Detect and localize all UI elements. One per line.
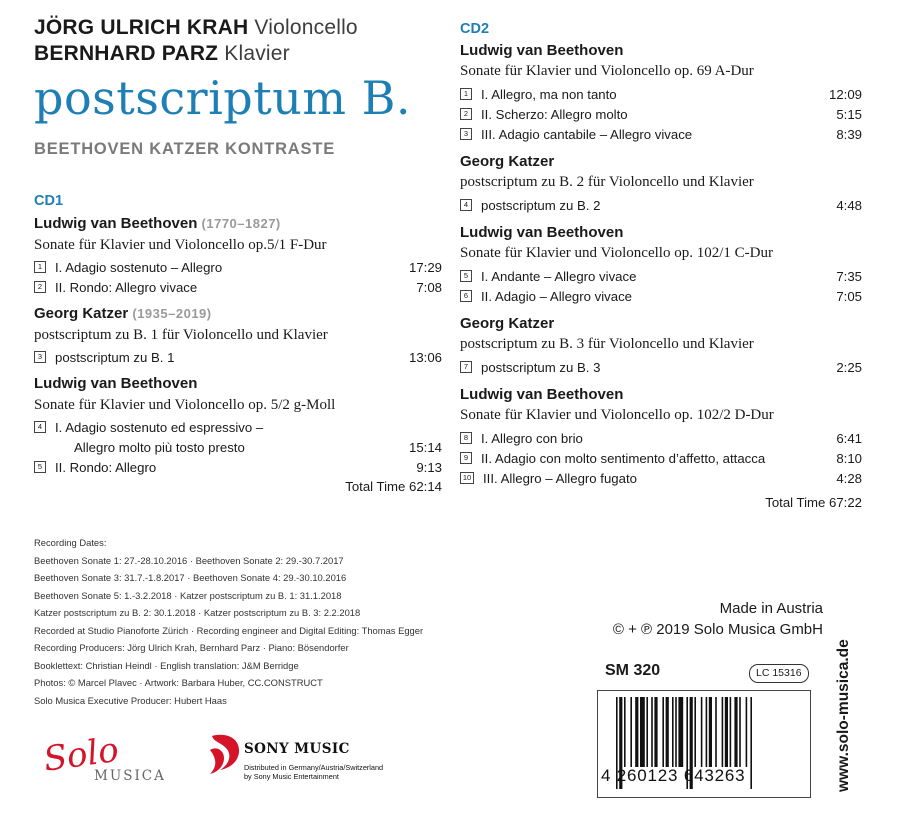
solo-musica-subtitle: MUSICA xyxy=(94,768,166,784)
track-row xyxy=(34,277,442,297)
album-title: postscriptum B. xyxy=(34,71,412,125)
barcode-bar xyxy=(630,697,632,767)
track-duration: 5:15 xyxy=(836,106,862,122)
sony-swirl-icon xyxy=(210,748,224,774)
barcode-bar xyxy=(678,697,683,767)
cd2-label: CD2 xyxy=(460,21,490,37)
barcode-bar xyxy=(635,697,638,767)
work-title: postscriptum zu B. 3 für Violoncello und Klavier xyxy=(460,336,754,352)
solo-script: Solo xyxy=(41,729,122,780)
work-title: Sonate für Klavier und Violoncello op. 5/2 g-Moll xyxy=(34,397,336,413)
track-title: postscriptum zu B. 3 xyxy=(481,359,601,375)
track-number: 3 xyxy=(460,128,472,140)
track-duration: 9:13 xyxy=(416,459,442,475)
track-row xyxy=(460,448,862,468)
track-row xyxy=(34,347,442,367)
track-title: II. Adagio – Allegro vivace xyxy=(481,288,633,304)
barcode-bar xyxy=(672,697,674,767)
composer-heading: Ludwig van Beethoven xyxy=(34,375,198,392)
barcode-bar xyxy=(662,697,664,767)
work-title: Sonate für Klavier und Violoncello op.5/1 F-Dur xyxy=(34,237,327,253)
track-number: 2 xyxy=(34,281,46,293)
work-title: Sonate für Klavier und Violoncello op. 102/2 D-Dur xyxy=(460,407,774,423)
track-duration: 17:29 xyxy=(408,259,442,275)
cd1-total-time: Total Time 62:14 xyxy=(345,479,442,494)
artist-2: BERNHARD PARZ Klavier xyxy=(34,42,290,65)
production-info xyxy=(613,598,823,640)
track-duration: 8:39 xyxy=(836,126,862,142)
sony-music-name: SONY MUSIC xyxy=(244,741,350,757)
composer-heading: Ludwig van Beethoven xyxy=(460,42,624,59)
credit-line: Recording Dates: xyxy=(34,537,107,548)
track-row xyxy=(460,428,862,448)
track-duration: 2:25 xyxy=(836,359,862,375)
track-row xyxy=(34,417,442,437)
track-title: II. Rondo: Allegro vivace xyxy=(55,279,198,295)
track-row xyxy=(460,266,862,286)
track-number: 1 xyxy=(460,88,472,100)
barcode-bar xyxy=(706,697,708,767)
track-row xyxy=(460,124,862,144)
track-number: 4 xyxy=(34,421,46,433)
credit-line: Photos: © Marcel Plavec · Artwork: Barbara Huber, CC.CONSTRUCT xyxy=(34,677,323,688)
composer-heading: Georg Katzer xyxy=(460,153,555,170)
track-duration: 6:41 xyxy=(836,430,862,446)
track-duration: 8:10 xyxy=(836,450,862,466)
barcode-bar xyxy=(640,697,645,767)
track-number: 5 xyxy=(34,461,46,473)
website-text: www.solo-musica.de xyxy=(835,639,852,792)
credit-line: Booklettext: Christian Heindl · English translation: J&M Berridge xyxy=(34,659,299,671)
cd2-total-time: Total Time 67:22 xyxy=(765,495,862,510)
composer-heading: Ludwig van Beethoven (1770–1827) xyxy=(34,215,281,232)
barcode-bar xyxy=(725,697,728,767)
track-number: 6 xyxy=(460,290,472,302)
track-title: III. Adagio cantabile – Allegro vivace xyxy=(481,126,693,142)
cd1-tracklist xyxy=(34,193,442,494)
track-number: 8 xyxy=(460,432,472,444)
track-row xyxy=(460,468,862,488)
track-title: postscriptum zu B. 2 xyxy=(481,197,601,213)
track-number: 1 xyxy=(34,261,46,273)
catalog-number: SM 320 xyxy=(605,662,661,679)
barcode-bar xyxy=(746,697,748,767)
credit-line: Beethoven Sonate 5: 1.-3.2.2018 · Katzer postscriptum zu B. 1: 31.1.2018 xyxy=(34,589,342,601)
cd2-tracklist xyxy=(460,21,862,510)
barcode-bar xyxy=(666,697,669,767)
composer-heading: Ludwig van Beethoven xyxy=(460,386,624,403)
barcode-bar xyxy=(722,697,724,767)
cd1-label: CD1 xyxy=(34,193,64,209)
track-title: I. Adagio sostenuto ed espressivo – xyxy=(55,419,264,435)
composer-heading: Georg Katzer xyxy=(460,315,555,332)
track-duration: 4:28 xyxy=(836,470,862,486)
track-title: I. Andante – Allegro vivace xyxy=(481,268,637,284)
barcode-bar xyxy=(646,697,648,767)
track-number: 9 xyxy=(460,452,472,464)
track-duration: 15:14 xyxy=(408,439,442,455)
copyright: © + ℗ 2019 Solo Musica GmbH xyxy=(612,621,823,638)
track-duration: 7:08 xyxy=(416,279,442,295)
track-duration: 13:06 xyxy=(408,349,442,365)
recording-credits xyxy=(34,534,423,709)
work-title: postscriptum zu B. 1 für Violoncello und Klavier xyxy=(34,327,328,343)
barcode-bar xyxy=(734,697,737,767)
track-title: I. Allegro con brio xyxy=(481,430,583,446)
work-title: Sonate für Klavier und Violoncello op. 102/1 C-Dur xyxy=(460,245,773,261)
track-number: 5 xyxy=(460,270,472,282)
credit-line: Solo Musica Executive Producer: Hubert Haas xyxy=(34,694,227,706)
barcode-digits: 4 260123 643263 xyxy=(601,766,746,785)
track-row xyxy=(460,195,862,215)
track-title: II. Adagio con molto sentimento d’affetto, attacca xyxy=(481,450,766,466)
track-title: Allegro molto più tosto presto xyxy=(74,439,245,455)
work-title: postscriptum zu B. 2 für Violoncello und Klavier xyxy=(460,174,754,190)
sony-distribution: Distributed in Germany/Austria/Switzerland by Sony Music Entertainment xyxy=(244,763,384,781)
barcode-bar xyxy=(730,697,732,767)
barcode-bar xyxy=(709,697,712,767)
made-in: Made in Austria xyxy=(719,600,823,617)
track-title: I. Adagio sostenuto – Allegro xyxy=(55,259,223,275)
composer-heading: Georg Katzer (1935–2019) xyxy=(34,305,212,322)
credit-line: Beethoven Sonate 3: 31.7.-1.8.2017 · Beethoven Sonate 4: 29.-30.10.2016 xyxy=(34,572,347,583)
barcode-bar xyxy=(624,697,626,767)
credit-line: Recording Producers: Jörg Ulrich Krah, Bernhard Parz · Piano: Bösendorfer xyxy=(34,642,349,653)
track-title: II. Scherzo: Allegro molto xyxy=(481,106,628,122)
track-row xyxy=(460,104,862,124)
track-number: 7 xyxy=(460,361,472,373)
barcode-bar xyxy=(651,697,653,767)
track-number: 10 xyxy=(460,472,474,484)
album-subtitle: BEETHOVEN KATZER KONTRASTE xyxy=(34,140,336,158)
track-duration: 12:09 xyxy=(828,86,862,102)
barcode-bar xyxy=(701,697,703,767)
track-duration: 4:48 xyxy=(836,197,862,213)
composer-heading: Ludwig van Beethoven xyxy=(460,224,624,241)
track-duration: 7:05 xyxy=(836,288,862,304)
track-number: 3 xyxy=(34,351,46,363)
artist-1: JÖRG ULRICH KRAH Violoncello xyxy=(34,16,358,39)
track-number: 2 xyxy=(460,108,472,120)
track-row xyxy=(460,286,862,306)
credit-line: Recorded at Studio Pianoforte Zürich · Recording engineer and Digital Editing: Thomas Egger xyxy=(34,624,424,636)
barcode-bar xyxy=(654,697,657,767)
track-title: postscriptum zu B. 1 xyxy=(55,349,175,365)
work-title: Sonate für Klavier und Violoncello op. 69 A-Dur xyxy=(460,63,754,79)
barcode-bar xyxy=(675,697,677,767)
label-code: LC 15316 xyxy=(749,664,809,683)
barcode-bar xyxy=(739,697,741,767)
track-row xyxy=(460,84,862,104)
track-duration: 7:35 xyxy=(836,268,862,284)
barcode-bar xyxy=(715,697,717,767)
track-row xyxy=(34,257,442,277)
website-url xyxy=(822,616,862,796)
track-number: 4 xyxy=(460,199,472,211)
barcode-bar xyxy=(694,697,696,767)
credit-line: Katzer postscriptum zu B. 2: 30.1.2018 · Katzer postscriptum zu B. 3: 2.2.2018 xyxy=(34,607,361,618)
track-row xyxy=(34,457,442,477)
track-title: II. Rondo: Allegro xyxy=(55,459,157,475)
track-row xyxy=(460,357,862,377)
track-title: I. Allegro, ma non tanto xyxy=(481,86,617,102)
track-title: III. Allegro – Allegro fugato xyxy=(483,470,637,486)
track-row xyxy=(34,437,442,457)
credit-line: Beethoven Sonate 1: 27.-28.10.2016 · Beethoven Sonate 2: 29.-30.7.2017 xyxy=(34,554,344,566)
